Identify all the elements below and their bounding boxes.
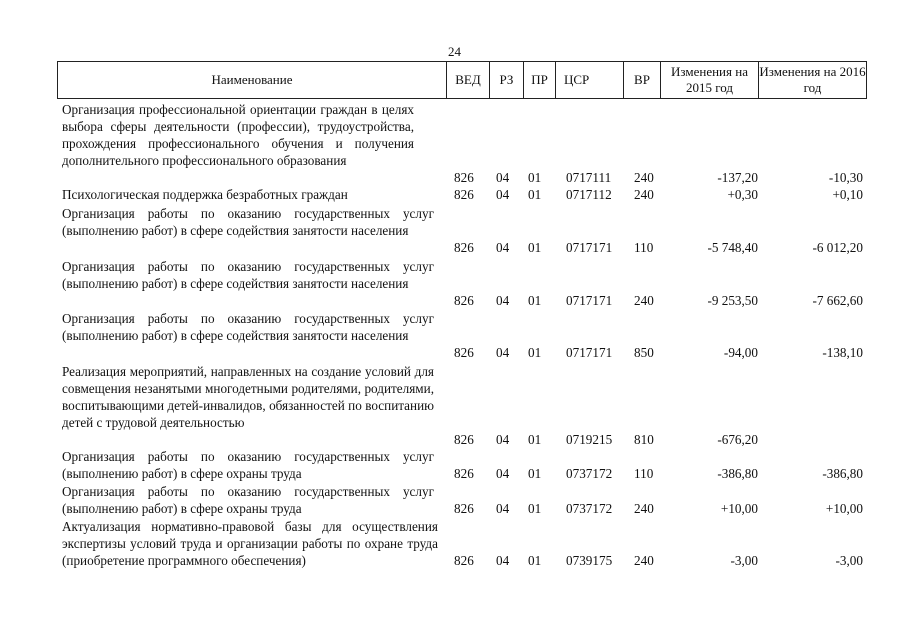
row-chg2015: -137,20 xyxy=(717,170,758,185)
row-chg2016: -7 662,60 xyxy=(812,293,863,308)
header-chg2015: Изменения на 2015 год xyxy=(660,62,758,98)
row-pr: 01 xyxy=(528,501,542,516)
row-ved: 826 xyxy=(454,240,474,255)
row-pr: 01 xyxy=(528,293,542,308)
row-csr: 0737172 xyxy=(566,501,613,516)
row-rz: 04 xyxy=(496,432,510,447)
row-name: Организация работы по оказанию государственных услуг (выполнению работ) в сфере охраны труда xyxy=(62,449,434,481)
row-rz: 04 xyxy=(496,345,510,360)
row-ved: 826 xyxy=(454,345,474,360)
row-rz: 04 xyxy=(496,293,510,308)
header-chg2016: Изменения на 2016 год xyxy=(758,62,866,98)
row-name: Организация работы по оказанию государственных услуг (выполнению работ) в сфере содействия занятости населения xyxy=(62,259,434,291)
row-name: Организация работы по оказанию государственных услуг (выполнению работ) в сфере содействия занятости населения xyxy=(62,311,434,343)
row-name: Актуализация нормативно-правовой базы для осуществления экспертизы условий труда и организации работы по охране труда (приобретение программного обеспечения) xyxy=(62,519,438,568)
row-name: Организация работы по оказанию государственных услуг (выполнению работ) в сфере содействия занятости населения xyxy=(62,206,434,238)
row-chg2015: -94,00 xyxy=(723,345,758,360)
table-header xyxy=(57,61,867,99)
row-chg2015: +0,30 xyxy=(727,187,758,202)
row-ved: 826 xyxy=(454,170,474,185)
row-csr: 0737172 xyxy=(566,466,613,481)
row-name: Организация профессиональной ориентации граждан в целях выбора сферы деятельности (профессии), трудоустройства, прохождения профессионального обучения и получения дополнительного профессионального образования xyxy=(62,102,414,168)
row-name: Организация работы по оказанию государственных услуг (выполнению работ) в сфере охраны труда xyxy=(62,484,434,516)
row-rz: 04 xyxy=(496,170,510,185)
row-ved: 826 xyxy=(454,501,474,516)
row-chg2016: +10,00 xyxy=(825,501,863,516)
row-chg2016: -6 012,20 xyxy=(812,240,863,255)
row-pr: 01 xyxy=(528,187,542,202)
row-chg2016: -3,00 xyxy=(835,553,863,568)
row-chg2016: -138,10 xyxy=(822,345,863,360)
row-csr: 0717112 xyxy=(566,187,612,202)
row-rz: 04 xyxy=(496,187,510,202)
row-vr: 110 xyxy=(634,466,654,481)
row-ved: 826 xyxy=(454,293,474,308)
row-rz: 04 xyxy=(496,466,510,481)
row-ved: 826 xyxy=(454,466,474,481)
row-csr: 0717171 xyxy=(566,240,613,255)
row-chg2016: -10,30 xyxy=(828,170,863,185)
row-vr: 240 xyxy=(634,553,654,568)
row-csr: 0739175 xyxy=(566,553,613,568)
header-rz: РЗ xyxy=(489,62,523,98)
row-rz: 04 xyxy=(496,240,510,255)
header-ved: ВЕД xyxy=(446,62,489,98)
row-chg2015: -386,80 xyxy=(717,466,758,481)
row-chg2015: -5 748,40 xyxy=(707,240,758,255)
row-name: Реализация мероприятий, направленных на создание условий для совмещения незанятыми многодетными родителями, родителями, воспитывающими детей-инвалидов, обязанностей по воспитанию детей с трудовой деятельностью xyxy=(62,364,434,430)
row-pr: 01 xyxy=(528,345,542,360)
row-rz: 04 xyxy=(496,553,510,568)
row-pr: 01 xyxy=(528,432,542,447)
row-vr: 240 xyxy=(634,501,654,516)
row-pr: 01 xyxy=(528,240,542,255)
row-vr: 240 xyxy=(634,170,654,185)
header-name: Наименование xyxy=(211,72,293,87)
row-csr: 0717111 xyxy=(566,170,612,185)
row-name: Психологическая поддержка безработных граждан xyxy=(62,187,348,202)
row-ved: 826 xyxy=(454,432,474,447)
row-vr: 240 xyxy=(634,293,654,308)
row-chg2015: -676,20 xyxy=(717,432,758,447)
row-vr: 110 xyxy=(634,240,654,255)
row-pr: 01 xyxy=(528,553,542,568)
row-vr: 810 xyxy=(634,432,654,447)
row-pr: 01 xyxy=(528,170,542,185)
row-csr: 0717171 xyxy=(566,345,613,360)
page-number: 24 xyxy=(448,44,461,59)
row-vr: 240 xyxy=(634,187,654,202)
row-ved: 826 xyxy=(454,187,474,202)
row-vr: 850 xyxy=(634,345,654,360)
row-chg2016: -386,80 xyxy=(822,466,863,481)
row-chg2015: -3,00 xyxy=(730,553,758,568)
row-chg2016: +0,10 xyxy=(832,187,863,202)
row-csr: 0717171 xyxy=(566,293,613,308)
row-rz: 04 xyxy=(496,501,510,516)
header-vr: ВР xyxy=(623,62,660,98)
header-pr: ПР xyxy=(523,62,555,98)
row-pr: 01 xyxy=(528,466,542,481)
row-chg2015: -9 253,50 xyxy=(707,293,758,308)
row-csr: 0719215 xyxy=(566,432,613,447)
row-ved: 826 xyxy=(454,553,474,568)
row-chg2015: +10,00 xyxy=(720,501,758,516)
header-csr: ЦСР xyxy=(555,62,623,98)
